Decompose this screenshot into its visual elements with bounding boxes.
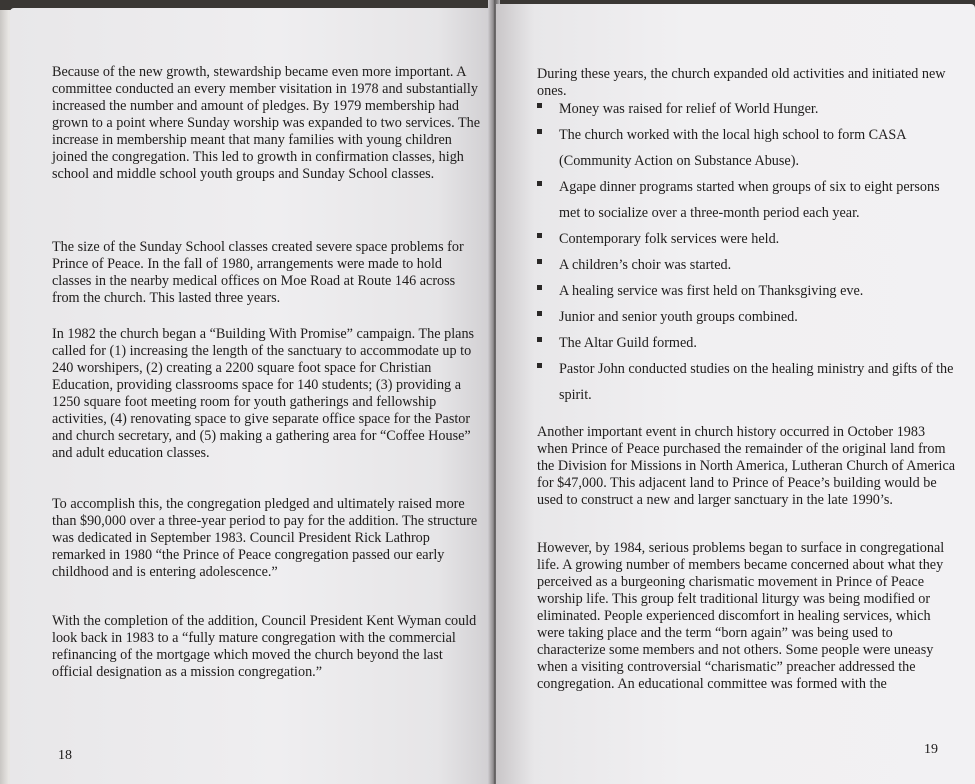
bullet-marker — [537, 103, 542, 108]
bullet-marker — [537, 181, 542, 186]
list-item-text: A children’s choir was started. — [559, 257, 732, 273]
left-page — [10, 8, 496, 784]
activities-list — [537, 96, 957, 408]
list-item — [537, 278, 957, 304]
list-item-text: Money was raised for relief of World Hunger. — [559, 101, 819, 117]
paragraph-problems: However, by 1984, serious problems began to surface in congregational life. A growing number of members became concerned about what they perceived as a burgeoning charismatic movement in Prince of Peace worship life. This group felt traditional liturgy was being modified or eliminated. People experienced discomfort in healing services, which were taking place and the term “born again” was being used to characterize some members and not others. Some people were uneasy when a visiting controversial “charismatic” preacher addressed the congregation. An educational committee was formed with the — [537, 540, 945, 692]
list-item — [537, 304, 957, 330]
bullet-marker — [537, 311, 542, 316]
list-item-text: A healing service was first held on Thanksgiving eve. — [559, 283, 864, 299]
list-item-text: Agape dinner programs started when groups of six to eight persons met to socialize over a three-month period each year. — [559, 179, 940, 221]
list-item-text: The church worked with the local high school to form CASA (Community Action on Substance Abuse). — [559, 127, 906, 169]
paragraph-sunday-school-space: The size of the Sunday School classes created severe space problems for Prince of Peace. In the fall of 1980, arrangements were made to hold classes in the nearby medical offices on Moe Road at Route 146 across from the church. This lasted three years. — [52, 239, 464, 306]
bullet-marker — [537, 363, 542, 368]
list-item — [537, 252, 957, 278]
paragraph-stewardship: Because of the new growth, stewardship became even more important. A committee conducted an every member visitation in 1978 and substantially increased the number and amount of pledges. By 1979 membership had grown to a point where Sunday worship was expanded to two services. The increase in membership meant that many families with young children joined the congregation. This led to growth in confirmation classes, high school and middle school youth groups and Sunday School classes. — [52, 64, 481, 182]
list-item — [537, 96, 957, 122]
bullet-marker — [537, 259, 542, 264]
bullet-marker — [537, 233, 542, 238]
paragraph-building-campaign: In 1982 the church began a “Building With Promise” campaign. The plans called for (1) increasing the length of the sanctuary to accommodate up to 240 worshipers, (2) creating a 2200 square foot space for Christian Education, providing classrooms space for 140 students; (3) providing a 1250 square foot meeting room for youth gatherings and fellowship activities, (4) renovating space to give separate office space for the Pastor and church secretary, and (5) making a gathering area for “Coffee House” and adult education classes. — [52, 326, 475, 461]
right-page — [496, 4, 975, 784]
paragraph-land-purchase: Another important event in church history occurred in October 1983 when Prince of Peace purchased the remainder of the original land from the Division for Missions in North America, Lutheran Church of America for $47,000. This adjacent land to Prince of Peace’s building would be used to construct a new and larger sanctuary in the late 1990’s. — [537, 424, 956, 508]
paragraph-activities-intro: During these years, the church expanded old activities and initiated new ones. — [537, 66, 946, 99]
list-item — [537, 356, 957, 408]
paragraph-fundraising: To accomplish this, the congregation pledged and ultimately raised more than $90,000 over a three-year period to pay for the addition. The structure was dedicated in September 1983. Council President Rick Lathrop remarked in 1980 “the Prince of Peace congregation passed our early childhood and is entering adolescence.” — [52, 496, 478, 580]
list-item-text: Pastor John conducted studies on the healing ministry and gifts of the spirit. — [559, 361, 954, 403]
list-item-text: Junior and senior youth groups combined. — [559, 309, 798, 325]
list-item — [537, 122, 957, 174]
list-item-text: The Altar Guild formed. — [559, 335, 697, 351]
page-number: 19 — [924, 742, 938, 757]
bullet-marker — [537, 129, 542, 134]
bullet-marker — [537, 285, 542, 290]
list-item-text: Contemporary folk services were held. — [559, 231, 780, 247]
page-number: 18 — [58, 748, 72, 763]
list-item — [537, 330, 957, 356]
list-item — [537, 226, 957, 252]
list-item — [537, 174, 957, 226]
bullet-marker — [537, 337, 542, 342]
paragraph-completion: With the completion of the addition, Council President Kent Wyman could look back in 1983 to a “fully mature congregation with the commercial refinancing of the mortgage which moved the church beyond the last official designation as a mission congregation.” — [52, 613, 477, 680]
